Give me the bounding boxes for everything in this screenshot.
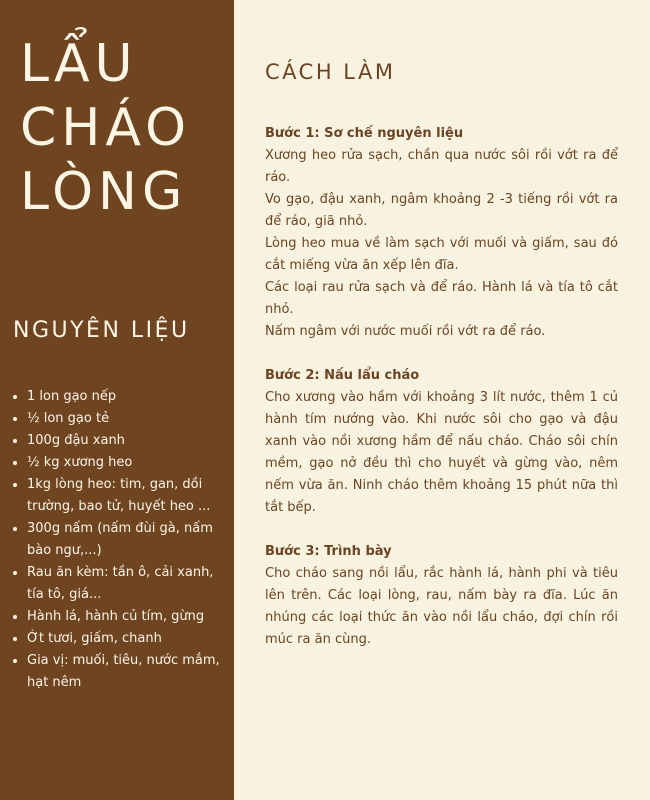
ingredient-item: 1 lon gạo nếp [10,386,232,408]
step-3 [265,541,618,651]
ingredient-item: 300g nấm (nấm đùi gà, nấm bào ngư,...) [10,518,232,562]
step-paragraph: Vo gạo, đậu xanh, ngâm khoảng 2 -3 tiếng rồi vớt ra để ráo, giã nhỏ. [265,192,618,229]
title-line-1: LẨU [20,34,138,94]
step-paragraph: Nấm ngâm với nước muối rồi vớt ra để ráo. [265,324,546,339]
step-title: Bước 1: Sơ chế nguyên liệu [265,126,464,141]
ingredients-heading: NGUYÊN LIỆU [13,318,190,343]
step-paragraph: Xương heo rửa sạch, chần qua nước sôi rồi vớt ra để ráo. [265,148,618,185]
step-2 [265,365,618,519]
title-line-3: LÒNG [20,162,188,222]
method-heading: CÁCH LÀM [265,60,396,84]
ingredient-item: 1kg lòng heo: tim, gan, dồi trường, bao tử, huyết heo ... [10,474,232,518]
step-paragraph: Cho cháo sang nồi lẩu, rắc hành lá, hành phi và tiêu lên trên. Các loại lòng, rau, nấm bày ra đĩa. Lúc ăn nhúng các loại thức ăn vào nồi lẩu cháo, đợi chín rồi múc ra ăn cùng. [265,566,618,647]
ingredients-list [10,386,232,694]
step-title: Bước 3: Trình bày [265,544,392,559]
step-paragraph: Các loại rau rửa sạch và để ráo. Hành lá và tía tô cắt nhỏ. [265,280,618,317]
step-1 [265,123,618,343]
step-title: Bước 2: Nấu lẩu cháo [265,368,420,383]
ingredient-item: Ớt tươi, giấm, chanh [10,628,232,650]
ingredient-item: 100g đậu xanh [10,430,232,452]
title-line-2: CHÁO [20,98,191,158]
ingredient-item: ½ lon gạo tẻ [10,408,232,430]
ingredient-item: Gia vị: muối, tiêu, nước mắm, hạt nêm [10,650,232,694]
ingredients-panel [0,0,234,800]
ingredient-item: ½ kg xương heo [10,452,232,474]
steps-container [265,123,618,673]
ingredient-item: Rau ăn kèm: tần ô, cải xanh, tía tô, giá... [10,562,232,606]
recipe-title [20,32,191,224]
ingredient-item: Hành lá, hành củ tím, gừng [10,606,232,628]
method-panel [234,0,650,800]
step-paragraph: Cho xương vào hầm với khoảng 3 lít nước, thêm 1 củ hành tím nướng vào. Khi nước sôi cho gạo và đậu xanh vào nồi xương hầm để nấu cháo. Cháo sôi chín mềm, gạo nở đều thì cho huyết và gừng vào, nêm nếm vừa ăn. Ninh cháo thêm khoảng 15 phút nữa thì tắt bếp. [265,390,618,515]
step-paragraph: Lòng heo mua về làm sạch với muối và giấm, sau đó cắt miếng vừa ăn xếp lên đĩa. [265,236,618,273]
